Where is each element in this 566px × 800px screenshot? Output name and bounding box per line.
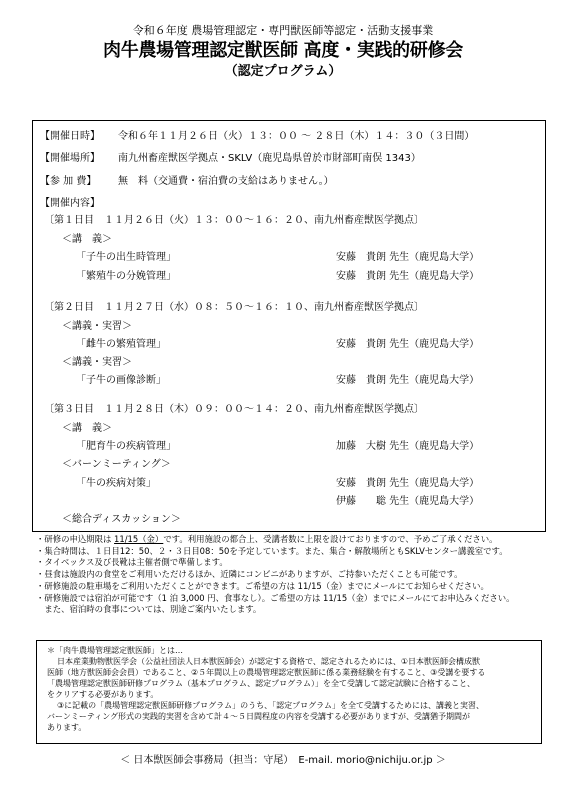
place-row: [40, 152, 421, 165]
date-value: 令和６年１１月２６日（火）１３：００ ～ ２８日（木）１４：３０（３日間）: [118, 131, 475, 142]
definition-line-6: バーンミーティング形式の実践的実習を含めて計４～５日間程度の内容を受講する必要がありますが、受講猶予期間が: [47, 712, 471, 721]
day3-speaker-2: 安藤 貴朗 先生（鹿児島大学）: [336, 478, 480, 489]
day2-heading: 〔第２日目 １１月２７日（水）０８：５０～１６：１０、南九州畜産獣医学拠点〕: [44, 302, 424, 313]
note-deadline: [36, 534, 536, 546]
note-lunch: ・昼食は施設内の食堂をご利用いただけるほか、近隣にコンビニがありますが、ご持参いただくことも可能です。: [36, 569, 463, 580]
definition-line-4: をクリアする必要があります。: [47, 690, 159, 699]
date-row: [40, 130, 474, 143]
day1-heading: 〔第１日目 １１月２６日（火）１３：００～１６：２０、南九州畜産獣医学拠点〕: [44, 215, 424, 226]
day3-topic-1: 「肥育牛の疾病管理」: [76, 441, 176, 452]
day2-section-type-1: ＜講義・実習＞: [62, 321, 132, 332]
definition-line-1: 日本産業動物獣医学会（公益社団法人日本獣医師会）が認定する資格で、認定されるためには、①日本獣医師会構成獣: [57, 657, 481, 666]
day3-section-type-2: ＜バーンミーティング＞: [62, 459, 171, 470]
note-deadline-pre: ・研修の申込期限は: [36, 534, 115, 544]
fee-row: [40, 175, 334, 188]
day2-section-type-2: ＜講義・実習＞: [62, 357, 132, 368]
day1-topic-2: 「繁殖牛の分娩管理」: [76, 271, 176, 282]
day2-speaker-1: 安藤 貴朗 先生（鹿児島大学）: [336, 339, 480, 350]
note-meeting-time: ・集合時間は、１日目12：50、２・３日目08：50を予定しています。また、集合・解散場所ともSKLVセンター講義室です。: [36, 545, 508, 556]
definition-line-3: 「農場管理認定獣医師研修プログラム（基本プログラム、認定プログラム）」を全て受講して認定試験に合格すること、: [47, 679, 475, 688]
note-equipment: ・タイベックス及び長靴は主催者側で準備します。: [36, 557, 228, 568]
place-label: 【開催場所】: [40, 153, 100, 164]
day3-speaker-3: 伊藤 聡 先生（鹿児島大学）: [336, 496, 480, 507]
event-subtitle: 令和６年度 農場管理認定・専門獣医師等認定・活動支援事業: [132, 24, 434, 37]
day3-topic-2: 「牛の疾病対策」: [76, 478, 156, 489]
event-title: 肉牛農場管理認定獣医師 高度・実践的研修会: [103, 40, 463, 61]
note-parking: ・研修施設の駐車場をご利用いただくことができます。ご希望の方は 11/15（金）までにメールにてお知らせください。: [36, 580, 489, 591]
day2-speaker-2: 安藤 貴朗 先生（鹿児島大学）: [336, 375, 480, 386]
day3-section-type-1: ＜講 義＞: [62, 423, 112, 434]
contact-line: ＜ 日本獣医師会事務局（担当：守尾） E-mail. morio@nichiju.or.jp ＞: [120, 755, 446, 766]
notes-list: [36, 534, 536, 616]
date-label: 【開催日時】: [40, 131, 100, 142]
fee-label: 【参 加 費】: [40, 176, 97, 187]
day2-topic-2: 「子牛の画像診断」: [76, 375, 166, 386]
day2-topic-1: 「雌牛の繁殖管理」: [76, 339, 166, 350]
place-value: 南九州畜産獣医学拠点・SKLV（鹿児島県曽於市財部町南俣 1343）: [118, 153, 421, 164]
definition-line-2: 医師（地方獣医師会会員）であること、②５年間以上の農場管理認定獣医師に係る業務経験を有すること、③受講を要する: [47, 668, 486, 677]
note-deadline-date: 11/15（金）: [114, 534, 164, 544]
definition-line-5: ③に記載の「農場管理認定獣医師研修プログラム」のうち、「認定プログラム」を全て受講するためには、講義と実習、: [57, 701, 485, 710]
day3-heading: 〔第３日目 １１月２８日（木）０９：００～１４：２０、南九州畜産獣医学拠点〕: [44, 404, 424, 415]
note-deadline-post: です。利用施設の都合上、受講者数に上限を設けておりますので、予めご了承ください。: [163, 534, 498, 544]
day1-speaker-1: 安藤 貴朗 先生（鹿児島大学）: [336, 252, 480, 263]
note-lodging-meals: また、宿泊時の食事については、別途ご案内いたします。: [36, 604, 262, 615]
note-lodging: ・研修施設では宿泊が可能です（1 泊 3,000 円、食事なし）。ご希望の方は 11/15（金）までにメールにてお申込みください。: [36, 592, 515, 603]
day1-section-type: ＜講 義＞: [62, 234, 112, 245]
definition-line-7: あります。: [47, 723, 87, 732]
day3-speaker-1: 加藤 大樹 先生（鹿児島大学）: [336, 441, 480, 452]
fee-value: 無 料（交通費・宿泊費の支給はありません。）: [118, 176, 334, 187]
content-label: 【開催内容】: [40, 198, 100, 209]
definition-box: [36, 640, 542, 744]
program-label: （認定プログラム）: [224, 64, 342, 79]
day1-topic-1: 「子牛の出生時管理」: [76, 252, 176, 263]
day1-speaker-2: 安藤 貴朗 先生（鹿児島大学）: [336, 271, 480, 282]
header: [0, 24, 566, 80]
definition-heading: ＊「肉牛農場管理認定獣医師」とは…: [47, 646, 183, 655]
day3-section-type-3: ＜総合ディスカッション＞: [62, 514, 181, 525]
